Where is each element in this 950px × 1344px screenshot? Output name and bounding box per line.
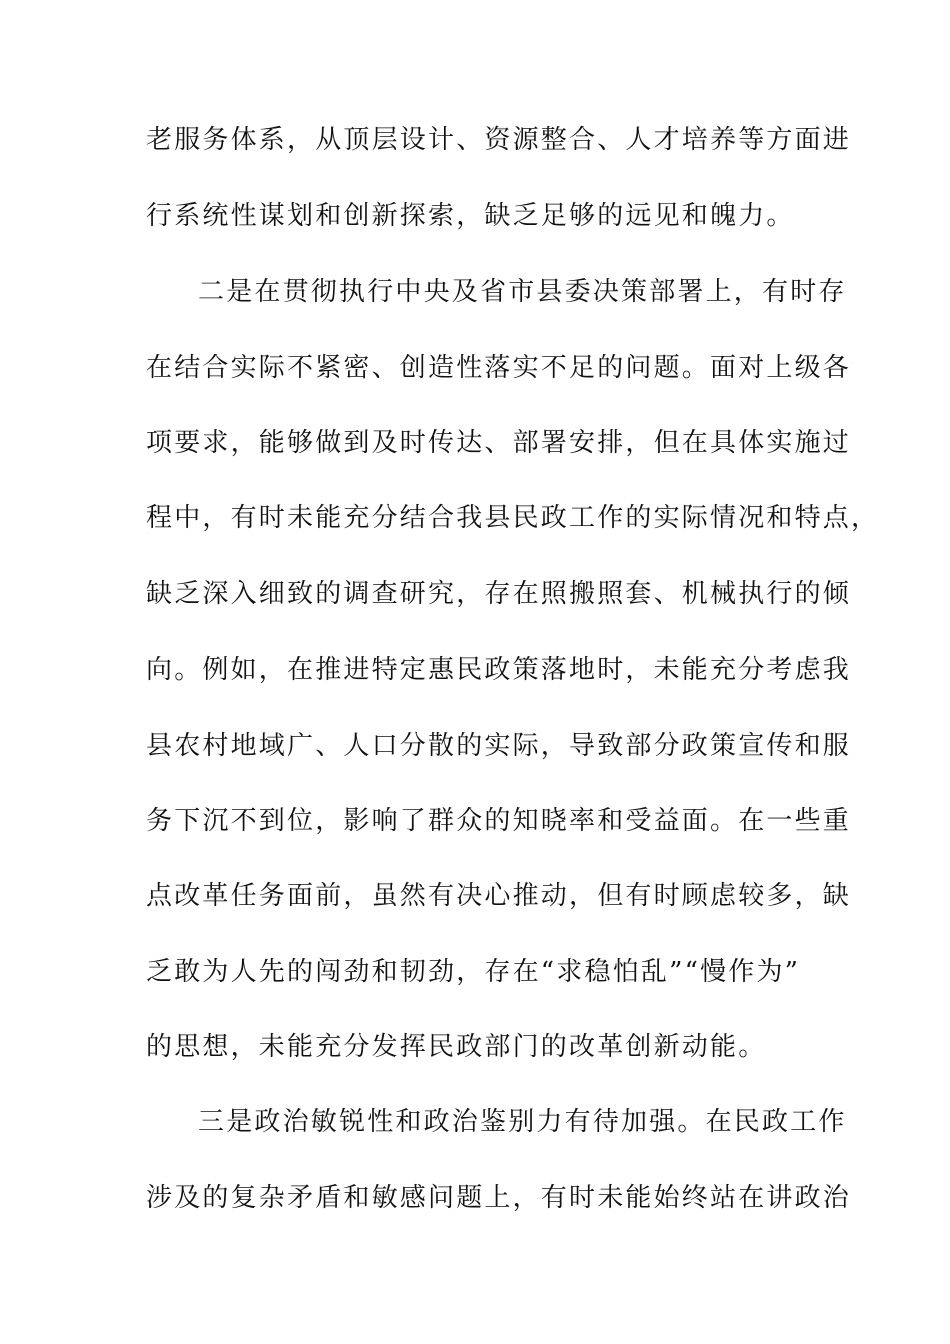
text-line: 向。例如，在推进特定惠民政策落地时，未能充分考虑我: [146, 655, 852, 685]
text-line: 行系统性谋划和创新探索，缺乏足够的远见和魄力。: [146, 201, 795, 231]
paragraph-start-line: 二是在贯彻执行中央及省市县委决策部署上，有时存: [198, 277, 847, 307]
text-line: 务下沉不到位，影响了群众的知晓率和受益面。在一些重: [146, 806, 852, 836]
text-line: 老服务体系，从顶层设计、资源整合、人才培养等方面进: [146, 125, 852, 155]
text-line: 的思想，未能充分发挥民政部门的改革创新动能。: [146, 1032, 767, 1062]
text-line: 涉及的复杂矛盾和敏感问题上，有时未能始终站在讲政治: [146, 1183, 852, 1213]
text-line: 缺乏深入细致的调查研究，存在照搬照套、机械执行的倾: [146, 579, 852, 609]
text-line: 县农村地域广、人口分散的实际，导致部分政策宣传和服: [146, 731, 852, 761]
text-line: 乏敢为人先的闯劲和韧劲，存在“求稳怕乱”“慢作为”: [146, 957, 801, 987]
paragraph-start-line: 三是政治敏锐性和政治鉴别力有待加强。在民政工作: [198, 1107, 847, 1137]
text-line: 项要求，能够做到及时传达、部署安排，但在具体实施过: [146, 428, 852, 458]
text-line: 在结合实际不紧密、创造性落实不足的问题。面对上级各: [146, 353, 852, 383]
text-line: 点改革任务面前，虽然有决心推动，但有时顾虑较多，缺: [146, 881, 852, 911]
text-line: 程中，有时未能充分结合我县民政工作的实际情况和特点，: [146, 503, 880, 533]
